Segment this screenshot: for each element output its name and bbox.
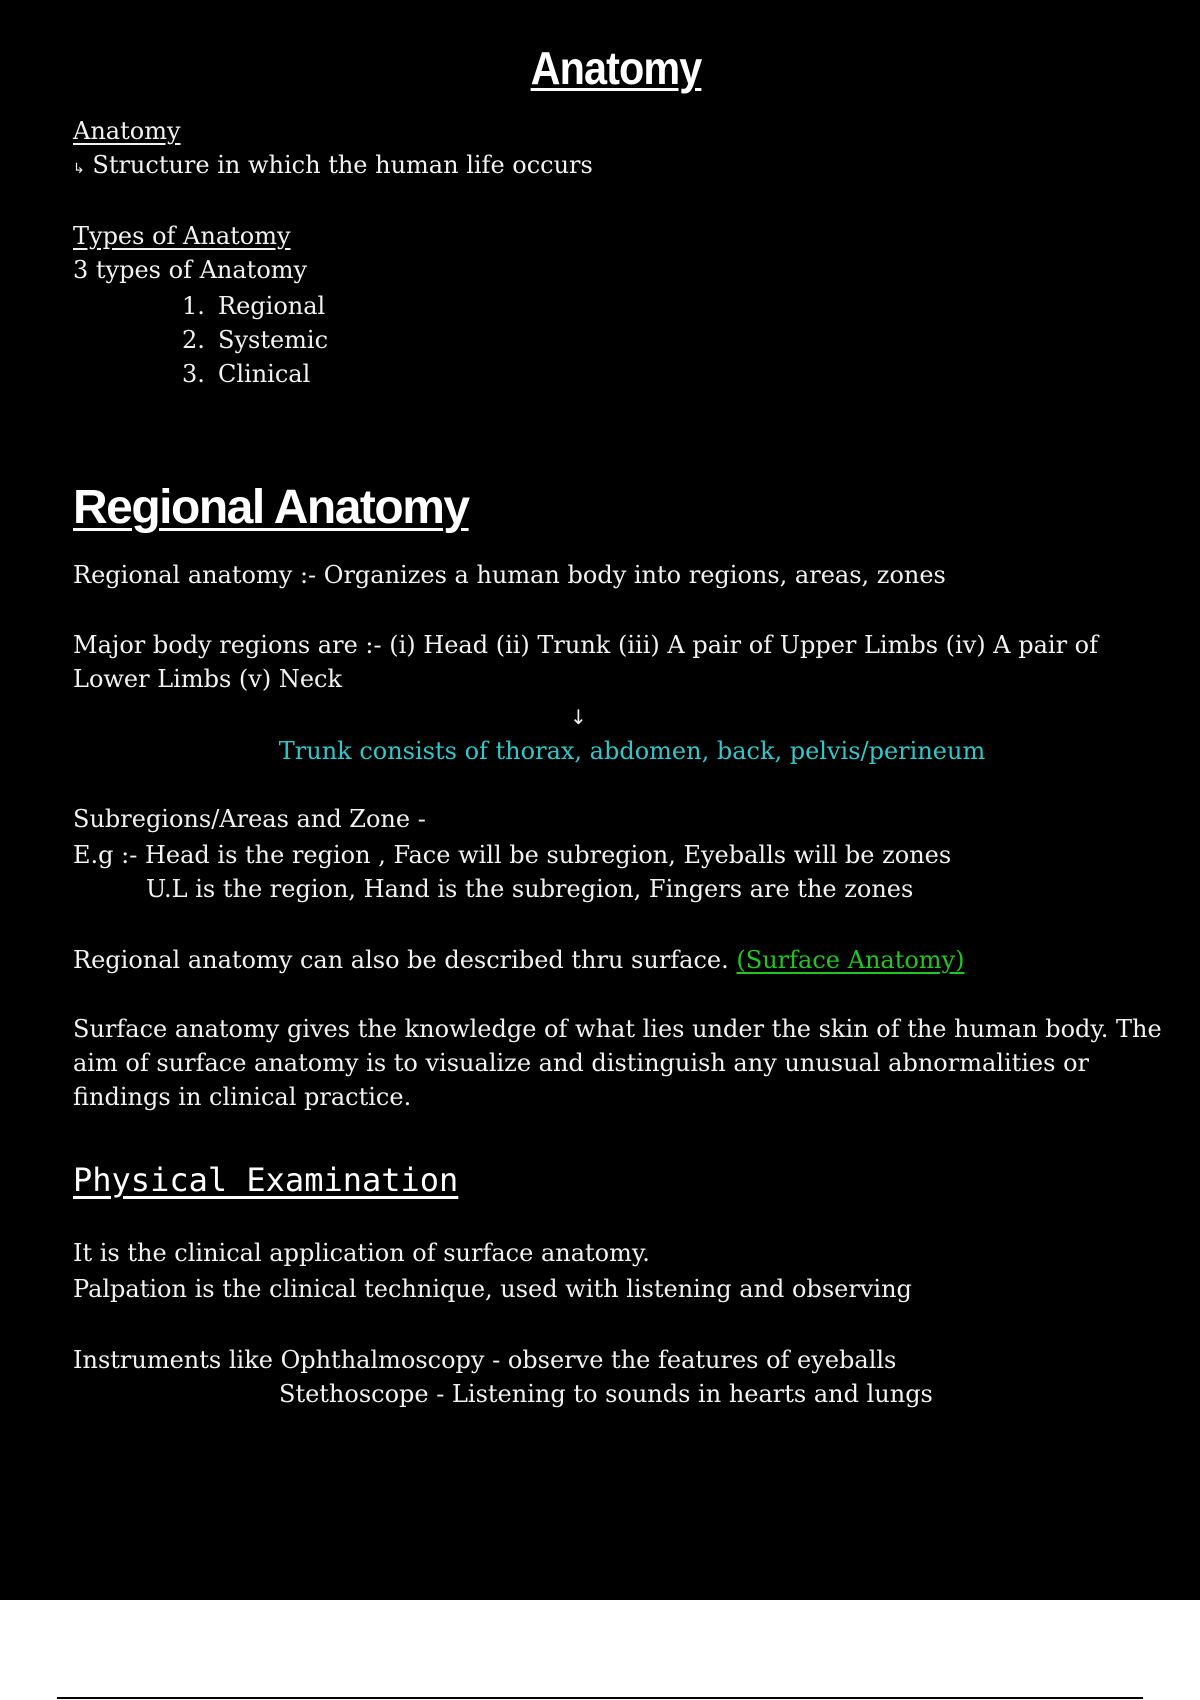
list-number: 1. (182, 292, 205, 320)
list-label: Clinical (218, 360, 311, 388)
intro-heading: Anatomy (73, 117, 181, 145)
example-line-1: E.g :- Head is the region , Face will be subregion, Eyeballs will be zones (73, 841, 952, 869)
surface-paragraph: Surface anatomy gives the knowledge of what lies under the skin of the human body. The aim of surface anatomy is to visualize and distinguish any unusual abnormalities or findings in clinical practice. (73, 1015, 1162, 1111)
list-item (182, 323, 328, 357)
instruments-line-2: Stethoscope - Listening to sounds in hearts and lungs (279, 1380, 933, 1408)
list-item (182, 289, 325, 323)
subregions-heading: Subregions/Areas and Zone - (73, 805, 426, 833)
physical-line-1: It is the clinical application of surface anatomy. (73, 1239, 650, 1267)
surface-text: Regional anatomy can also be described thru surface. (73, 946, 729, 974)
page-divider (57, 1697, 1143, 1699)
page-title: Anatomy (530, 42, 702, 94)
down-arrow-icon: ↓ (570, 705, 587, 729)
list-label: Systemic (218, 326, 329, 354)
list-label: Regional (218, 292, 326, 320)
types-heading: Types of Anatomy (73, 222, 291, 250)
surface-anatomy-link[interactable]: (Surface Anatomy) (736, 946, 965, 974)
return-arrow-icon: ↳ (73, 161, 85, 177)
regional-definition: Regional anatomy :- Organizes a human body into regions, areas, zones (73, 561, 946, 589)
example-line-2: U.L is the region, Hand is the subregion, Fingers are the zones (146, 875, 914, 903)
instruments-line-1: Instruments like Ophthalmoscopy - observe the features of eyeballs (73, 1346, 897, 1374)
list-item (182, 357, 310, 391)
types-summary: 3 types of Anatomy (73, 256, 308, 284)
regional-heading: Regional Anatomy (73, 481, 469, 534)
physical-line-2: Palpation is the clinical technique, used with listening and observing (73, 1275, 912, 1303)
major-regions: Major body regions are :- (i) Head (ii) Trunk (iii) A pair of Upper Limbs (iv) A pair of Lower Limbs (v) Neck (73, 631, 1099, 693)
intro-definition: Structure in which the human life occurs (92, 151, 593, 179)
physical-heading: Physical Examination (73, 1161, 459, 1199)
surface-line (73, 943, 964, 977)
list-number: 3. (182, 360, 205, 388)
intro-definition-line (73, 148, 593, 186)
list-number: 2. (182, 326, 205, 354)
trunk-note: Trunk consists of thorax, abdomen, back, pelvis/perineum (278, 737, 986, 765)
